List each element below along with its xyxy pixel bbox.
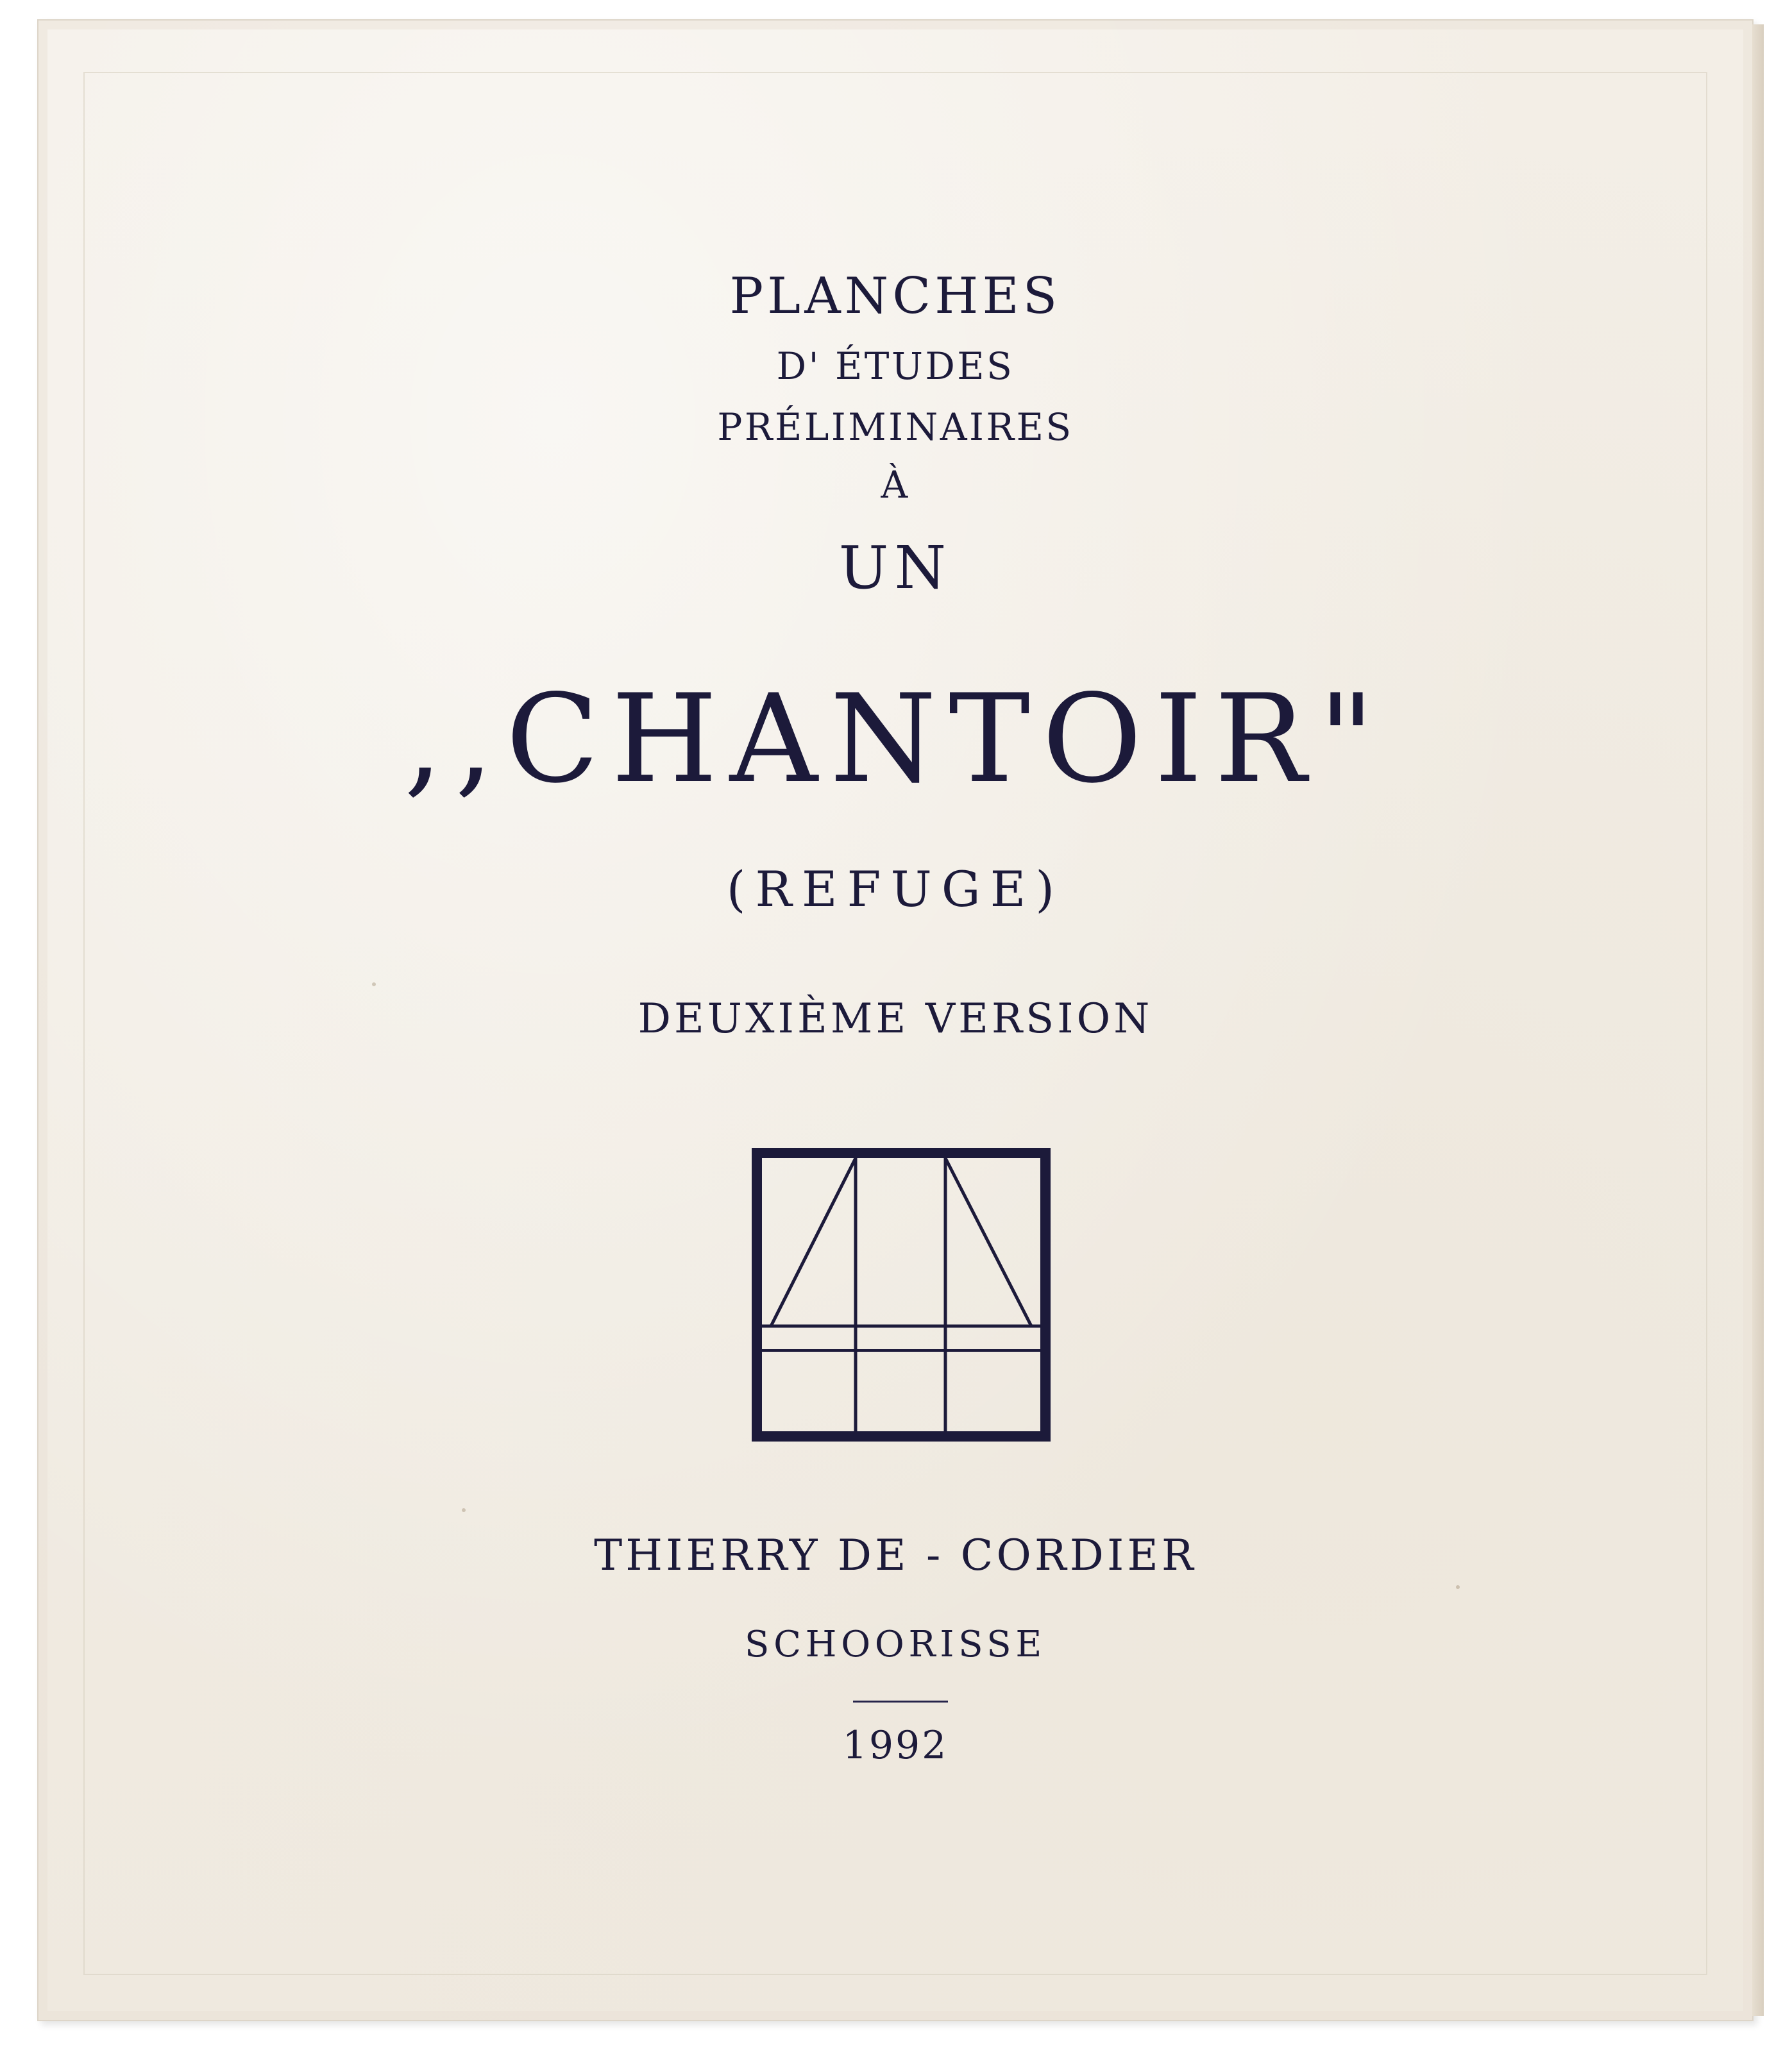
- paper-speck: [1456, 1585, 1460, 1589]
- emblem-left-diagonal: [771, 1158, 856, 1326]
- book-cover: [37, 19, 1754, 2021]
- cover-edge: [1752, 24, 1764, 2016]
- subtitle: (REFUGE): [726, 861, 1065, 918]
- paper-speck: [372, 982, 376, 986]
- heading-a: À: [881, 463, 910, 507]
- heading-un: UN: [838, 534, 952, 602]
- divider-rule: [853, 1701, 948, 1703]
- main-title: ,,CHANTOIR": [403, 668, 1387, 810]
- emblem-right-diagonal: [945, 1158, 1031, 1326]
- heading-preliminaires: PRÉLIMINAIRES: [717, 405, 1074, 449]
- version-label: DEUXIÈME VERSION: [638, 995, 1153, 1043]
- year: 1992: [842, 1723, 949, 1768]
- paper-speck: [462, 1508, 466, 1512]
- emblem-frame: [757, 1153, 1045, 1436]
- window-trapezoid-emblem: [752, 1148, 1051, 1442]
- heading-etudes: D' ÉTUDES: [776, 344, 1015, 388]
- heading-planches: PLANCHES: [729, 267, 1061, 325]
- author-name: THIERRY DE - CORDIER: [594, 1531, 1197, 1580]
- place-name: SCHOORISSE: [745, 1624, 1046, 1665]
